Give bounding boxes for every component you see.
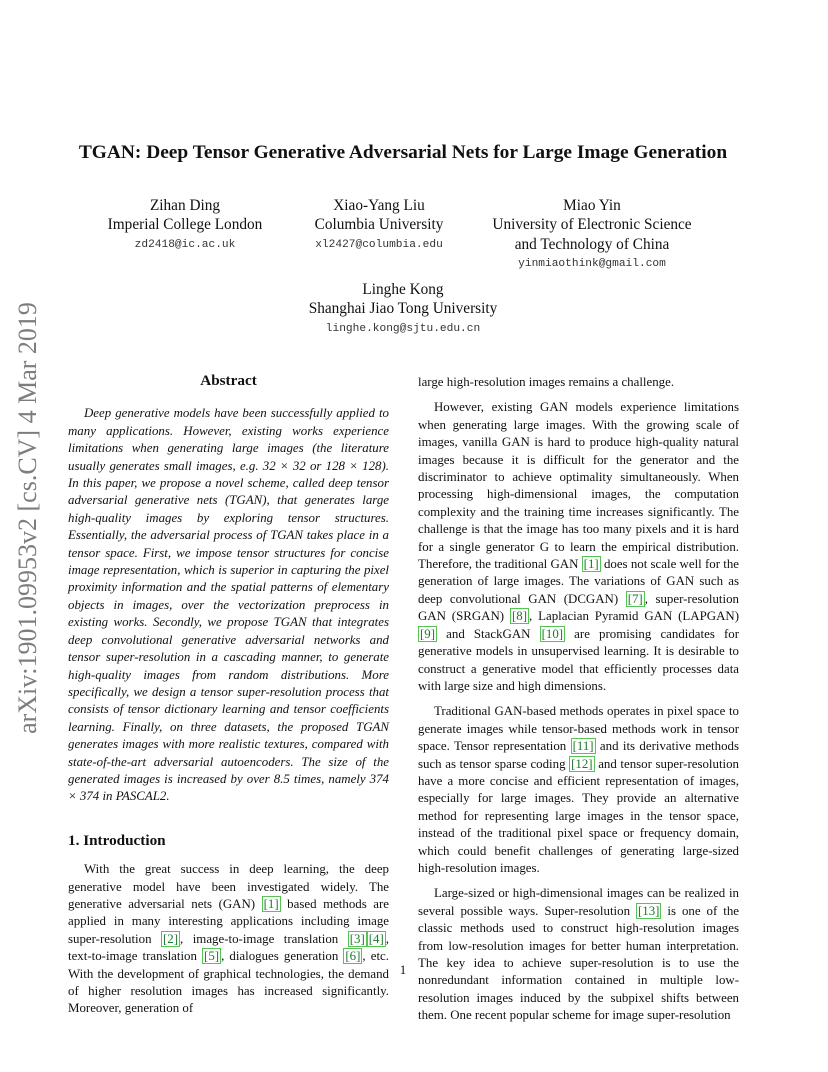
citation-link[interactable]: [6] bbox=[345, 949, 361, 964]
author-email: zd2418@ic.ac.uk bbox=[134, 238, 236, 251]
author-name: Zihan Ding bbox=[149, 197, 221, 214]
citation-link[interactable]: [1] bbox=[263, 896, 279, 911]
author-affiliation-line2: and Technology of China bbox=[514, 235, 670, 253]
page-number: 1 bbox=[399, 962, 407, 977]
citation-link[interactable]: [3] bbox=[349, 931, 365, 946]
body-paragraph: Large-sized or high-dimensional images can be realized in several possible ways. Super-resolution [13] is one of the classic methods used to construct high-resolution images from low-resolution images for better human interpretation. The key idea to achieve super-resolution is to use the nonredundant information contained in multiple low-resolution images induced by the subpixel shifts between them. One recent popular scheme for image super-resolution bbox=[418, 886, 740, 1023]
abstract-body: Deep generative models have been successfully applied to many applications. However, existing works experience limitations when generating large images (the literature usually generates small images, e.g. 32 × 32 or 128 × 128). In this paper, we propose a novel scheme, called deep tensor adversarial generative nets (TGAN), that generates large high-quality images by exploring tensor structures. Essentially, the adversarial process of TGAN takes place in a tensor space. First, we impose tensor structures for concise image representation, which is superior in capturing the pixel proximity information and the spatial patterns of elementary objects in images, over the vectorization preprocess in existing works. Secondly, we propose TGAN that integrates deep convolutional generative adversarial networks and tensor super-resolution in a cascading manner, to generate high-quality images from random distributions. More specifically, we design a tensor super-resolution process that consists of tensor dictionary learning and tensor coefficients learning. Finally, on three datasets, the proposed TGAN generates images with more realistic textures, compared with state-of-the-art adversarial autoencoders. The size of the generated images is increased by over 8.5 times, namely 374 × 374 in PASCAL2. bbox=[68, 406, 389, 804]
author-name: Linghe Kong bbox=[362, 281, 444, 298]
right-column bbox=[418, 374, 739, 1025]
citation-link[interactable]: [1] bbox=[583, 557, 599, 572]
citation-link[interactable]: [2] bbox=[163, 931, 179, 946]
citation-link[interactable]: [7] bbox=[627, 591, 643, 606]
paper-title: TGAN: Deep Tensor Generative Adversarial Nets for Large Image Generation bbox=[78, 142, 728, 163]
citation-link[interactable]: [12] bbox=[571, 756, 593, 771]
author-affiliation: Shanghai Jiao Tong University bbox=[308, 300, 498, 318]
citation-link[interactable]: [11] bbox=[572, 739, 594, 754]
citation-link[interactable]: [4] bbox=[368, 931, 384, 946]
introduction-heading: 1. Introduction bbox=[68, 831, 166, 849]
author-email: yinmiaothink@gmail.com bbox=[518, 258, 666, 271]
author-affiliation: Columbia University bbox=[314, 216, 444, 234]
body-paragraph: However, existing GAN models experience limitations when generating large images. With the growing scale of images, vanilla GAN is hard to produce high-quality natural images because it is difficult for the generator and the discriminator to achieve optimality simultaneously. When processing high-dimensional images, the computation complexity and the training time increases significantly. The challenge is that the image has too many pixels and it is hard for a single generator G to learn the empirical distribution. Therefore, the traditional GAN [1] does not scale well for the generation of large images. The variations of GAN such as deep convolutional GAN (DCGAN) [7] , super-resolution GAN (SRGAN) [8] , Laplacian Pyramid GAN (LAPGAN) [9] and StackGAN [10] are promising candidates for generative models in unsupervised learning. It is desirable to construct a generative model that efficiently processes data with large size and high dimensions. bbox=[418, 400, 740, 693]
author-block bbox=[85, 196, 285, 256]
author-block bbox=[283, 280, 523, 340]
citation-link[interactable]: [8] bbox=[511, 609, 527, 624]
author-email: linghe.kong@sjtu.edu.cn bbox=[325, 322, 481, 335]
author-name: Xiao-Yang Liu bbox=[333, 197, 425, 214]
left-column bbox=[68, 372, 389, 1018]
arxiv-sidebar-stamp: arXiv:1901.09953v2 [cs.CV] 4 Mar 2019 bbox=[13, 302, 42, 734]
citation-link[interactable]: [9] bbox=[420, 626, 436, 641]
citation-link[interactable]: [10] bbox=[541, 626, 564, 641]
author-affiliation: Imperial College London bbox=[107, 216, 263, 234]
abstract-heading: Abstract bbox=[200, 372, 257, 389]
intro-paragraph: With the great success in deep learning, the deep generative model have been investigated widely. The generative adversarial nets (GAN) [1] based methods are applied in many interesting applications including image super-resolution [2] , image-to-image translation [3] [4] , text-to-image translation [5] , dialogues generation [6] , etc. With the development of graphical technologies, the demand of higher resolution images has increased significantly. Moreover, generation of bbox=[68, 862, 390, 1016]
author-name: Miao Yin bbox=[563, 197, 621, 214]
author-block bbox=[470, 196, 714, 275]
citation-link[interactable]: [13] bbox=[637, 903, 660, 918]
continued-text: large high-resolution images remains a challenge. bbox=[418, 375, 675, 389]
author-affiliation: University of Electronic Science bbox=[492, 216, 692, 234]
citation-link[interactable]: [5] bbox=[204, 949, 220, 964]
author-block bbox=[284, 196, 474, 256]
author-email: xl2427@columbia.edu bbox=[315, 238, 443, 251]
body-paragraph: Traditional GAN-based methods operates in pixel space to generate images while tensor-based methods work in tensor space. Tensor representation [11] and its derivative methods such as tensor sparse coding [12] and tensor super-resolution have a more concise and efficient representation of images, especially for large images. They provide an alternative method for representing large images in the tensor space, instead of the traditional pixel space or frequency domain, which could benefit challenges of generating large-sized high-resolution images. bbox=[418, 704, 740, 875]
